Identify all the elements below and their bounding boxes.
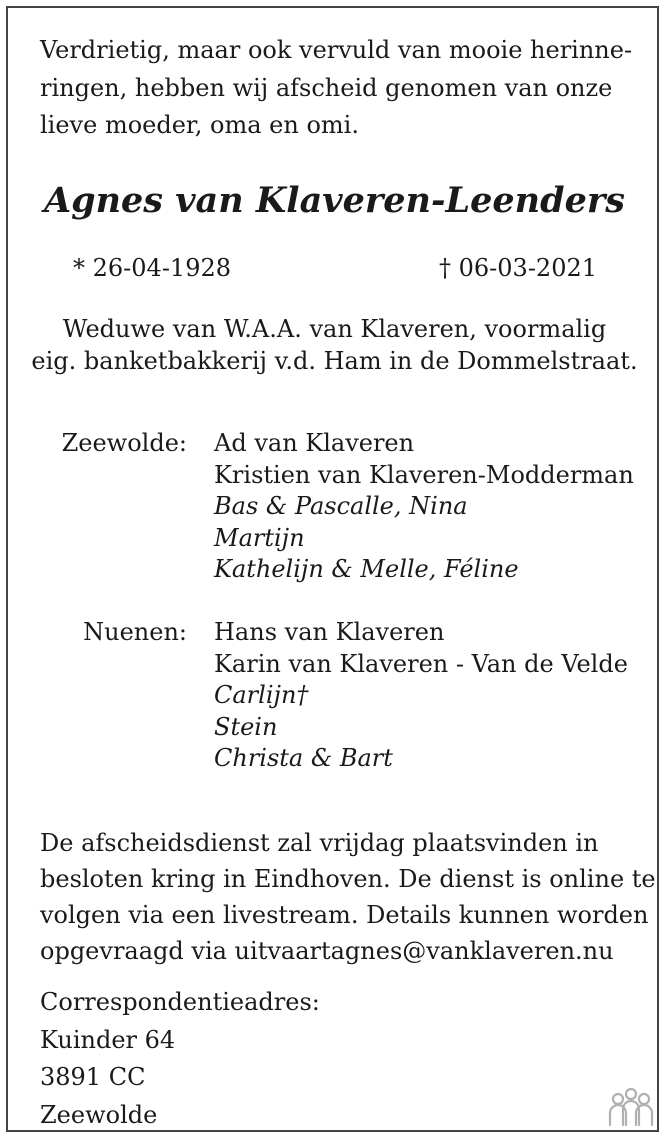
service-line: besloten kring in Eindhoven. De dienst is online te [40,865,656,893]
service-line: opgevraagd via uitvaartagnes@vanklaveren.nu [40,937,614,965]
family-place-zeewolde: Zeewolde: [61,429,187,457]
address-street: Kuinder 64 [40,1025,176,1054]
intro-line: Verdrietig, maar ook vervuld van mooie herinne- [40,36,633,64]
grandchild: Christa & Bart [214,744,393,772]
death-date: † 06-03-2021 [439,254,598,282]
family-member: Hans van Klaveren [214,618,445,646]
widow-line: eig. banketbakkerij v.d. Ham in de Dommelstraat. [31,347,638,375]
grandchild: Stein [214,712,278,741]
address-city: Zeewolde [40,1100,158,1129]
service-line: De afscheidsdienst zal vrijdag plaatsvinden in [40,829,599,857]
widow-description [0,313,669,377]
grandchild: Bas & Pascalle, Nina [214,492,468,520]
family-members-nuenen [214,617,628,775]
widow-line: Weduwe van W.A.A. van Klaveren, voormalig [62,315,607,343]
grandchild: Kathelijn & Melle, Féline [214,555,519,583]
family-member: Ad van Klaveren [214,429,415,457]
deceased-name: Agnes van Klaveren-Leenders [43,180,626,221]
family-members-zeewolde [214,428,634,586]
family-place-nuenen: Nuenen: [83,618,187,646]
correspondence-address [40,984,320,1134]
intro-line: lieve moeder, oma en omi. [40,111,359,139]
intro-line: ringen, hebben wij afscheid genomen van onze [40,73,613,102]
grandchild: Martijn [214,523,305,552]
address-postcode: 3891 CC [40,1063,146,1091]
address-label: Correspondentieadres: [40,988,320,1016]
grandchild: Carlijn† [214,681,309,709]
service-info [40,825,656,969]
family-member: Karin van Klaveren - Van de Velde [214,649,628,678]
service-line: volgen via een livestream. Details kunnen worden [40,901,649,929]
intro-text [40,32,632,145]
family-member: Kristien van Klaveren-Modderman [214,460,634,489]
birth-date: * 26-04-1928 [73,254,232,282]
family-people-icon [606,1085,656,1129]
